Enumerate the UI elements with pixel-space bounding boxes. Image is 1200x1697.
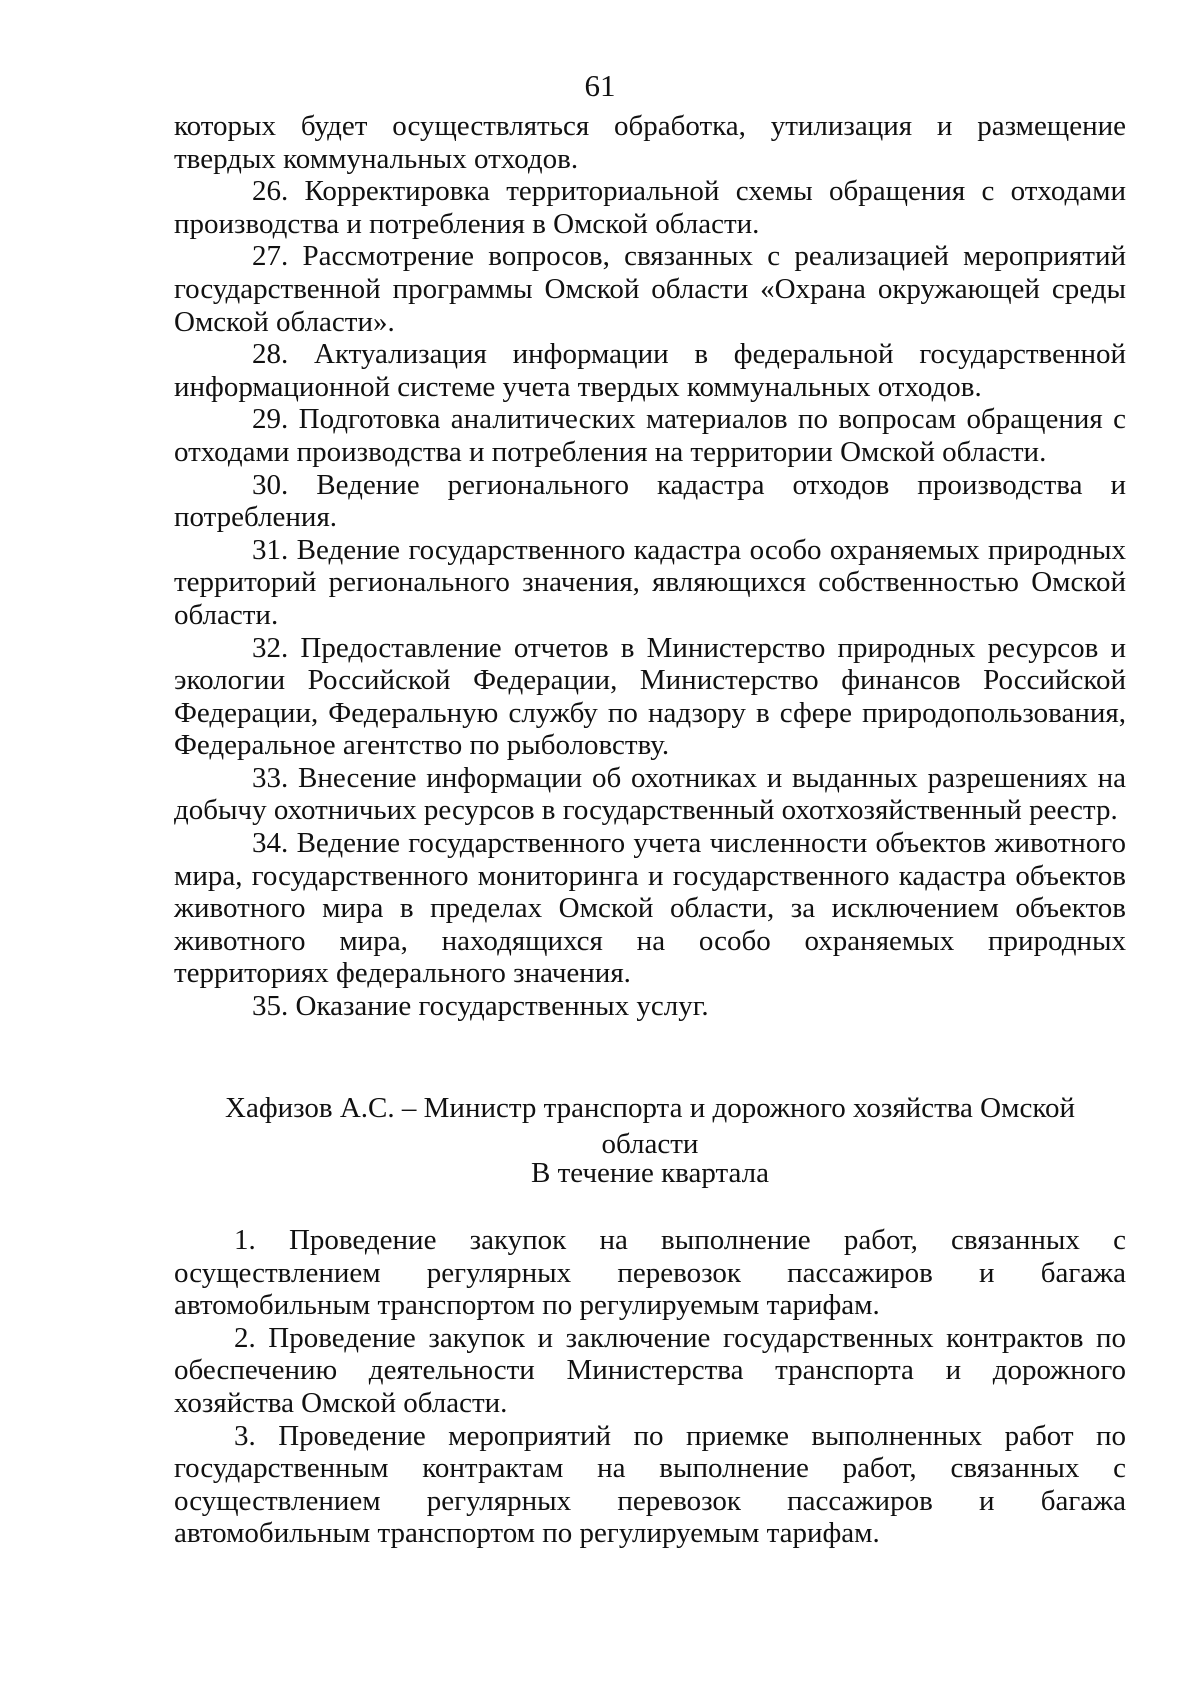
list-item-33: 33. Внесение информации об охотниках и выданных разрешениях на добычу охотничьих ресурсов в государственный охотхозяйственный реестр. xyxy=(174,761,1126,827)
transport-item-1: 1. Проведение закупок на выполнение работ, связанных с осуществлением регулярных перевозок пассажиров и багажа автомобильным транспортом по регулируемым тарифам. xyxy=(174,1224,1126,1322)
list-item-27: 27. Рассмотрение вопросов, связанных с реализацией мероприятий государственной программы Омской области «Охрана окружающей среды Омской области». xyxy=(174,240,1126,338)
transport-item-2: 2. Проведение закупок и заключение государственных контрактов по обеспечению деятельности Министерства транспорта и дорожного хозяйства Омской области. xyxy=(174,1321,1126,1419)
list-item-31: 31. Ведение государственного кадастра особо охраняемых природных территорий регионального значения, являющихся собственностью Омской области. xyxy=(174,533,1126,631)
list-item-29: 29. Подготовка аналитических материалов по вопросам обращения с отходами производства и потребления на территории Омской области. xyxy=(174,403,1126,468)
page-number: 61 xyxy=(584,68,616,103)
list-item-30: 30. Ведение регионального кадастра отходов производства и потребления. xyxy=(174,468,1126,534)
list-item-34: 34. Ведение государственного учета численности объектов животного мира, государственного мониторинга и государственного кадастра объектов животного мира в пределах Омской области, за исключением объектов животного мира, находящихся на особо охраняемых природных территориях федерального значения. xyxy=(174,827,1126,990)
list-item-35: 35. Оказание государственных услуг. xyxy=(252,990,709,1023)
list-item-26: 26. Корректировка территориальной схемы обращения с отходами производства и потребления в Омской области. xyxy=(174,175,1126,240)
transport-section-body xyxy=(174,1224,1126,1550)
ecology-section-body xyxy=(174,110,1126,1023)
responsible-person-heading: Хафизов А.С. – Министр транспорта и дорожного хозяйства Омской области xyxy=(225,1092,1075,1160)
continuation-paragraph: которых будет осуществляться обработка, утилизация и размещение твердых коммунальных отходов. xyxy=(174,110,1126,175)
list-item-28: 28. Актуализация информации в федеральной государственной информационной системе учета твердых коммунальных отходов. xyxy=(174,338,1126,403)
period-heading: В течение квартала xyxy=(531,1157,769,1189)
transport-item-3: 3. Проведение мероприятий по приемке выполненных работ по государственным контрактам на выполнение работ, связанных с осуществлением регулярных перевозок пассажиров и багажа автомобильным транспортом по регулируемым тарифам. xyxy=(174,1419,1126,1550)
list-item-32: 32. Предоставление отчетов в Министерство природных ресурсов и экологии Российской Федерации, Министерство финансов Российской Федерации, Федеральную службу по надзору в сфере природопользования, Федеральное агентство по рыболовству. xyxy=(174,631,1126,762)
